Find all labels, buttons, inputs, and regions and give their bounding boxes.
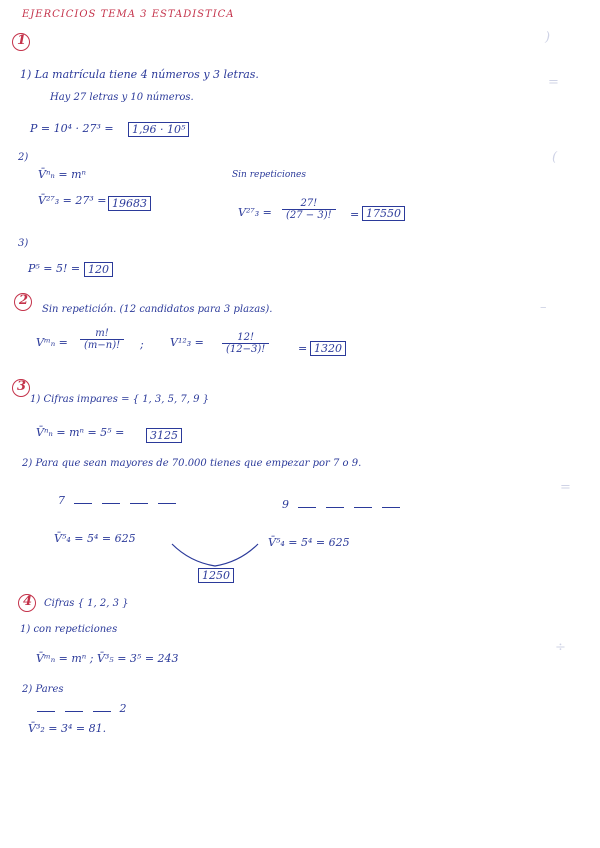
ex1-part-a-text: 1) La matrícula tiene 4 números y 3 letras. [20, 68, 259, 81]
ex1-vr-general: V̄ⁿₙ = mⁿ [38, 168, 86, 181]
ex1-v-fraction [282, 198, 336, 221]
bleed-through-mark: ) [545, 30, 551, 45]
ex2-v-denominator: (m−n)! [84, 340, 121, 351]
ex1-part-b-label: 2) [18, 152, 29, 163]
ex3-right-first-digit: 9 [282, 498, 289, 511]
ex1-part-c-formula: P⁵ = 5! = [28, 262, 81, 275]
bleed-through-mark: ( [552, 150, 558, 165]
ex2-result-box: 1320 [310, 341, 346, 356]
page-title: EJERCICIOS TEMA 3 ESTADISTICA [22, 9, 235, 20]
exercise-3-number: 3 [17, 379, 27, 394]
ex3-left-first-digit: 7 [58, 494, 65, 507]
ex2-separator: ; [140, 338, 144, 351]
ex3-part-b-text: 2) Para que sean mayores de 70.000 tienes que empezar por 7 o 9. [22, 458, 362, 469]
ex4-part-b-text: 2) Pares [22, 684, 64, 695]
ex2-v-fraction [80, 328, 124, 351]
exercise-1-number: 1 [17, 33, 27, 48]
equals-sign: = [298, 342, 308, 355]
ex4-last-digit: 2 [119, 702, 127, 715]
ex1-part-c-result-box: 120 [84, 262, 113, 277]
ex1-vr-formula: V̄²⁷₃ = 27³ = [38, 194, 107, 207]
ex1-result-box: 1,96 · 10⁵ [128, 122, 189, 137]
ex3-left-formula: V̄⁵₄ = 5⁴ = 625 [54, 532, 136, 545]
ex3-right-formula: V̄⁵₄ = 5⁴ = 625 [268, 536, 350, 549]
bleed-through-mark: ÷ [555, 640, 566, 655]
ex4-part-a-text: 1) con repeticiones [20, 624, 118, 635]
ex3-part-a-formula: V̄ⁿₙ = mⁿ = 5⁵ = [36, 426, 125, 439]
ex3-left-blanks [58, 494, 181, 507]
ex1-formula: P = 10⁴ · 27³ = [30, 122, 114, 135]
ex1-v-denominator: (27 − 3)! [286, 210, 332, 221]
bleed-through-mark: = [560, 480, 571, 495]
ex2-v2-left: V¹²₃ = [170, 336, 204, 349]
ex1-sin-rep-label: Sin repeticiones [232, 170, 306, 180]
ex3-right-blanks [282, 498, 405, 511]
ex4-part-b-formula: V̄³₂ = 3⁴ = 81. [28, 722, 107, 735]
ex2-text: Sin repetición. (12 candidatos para 3 plazas). [42, 304, 273, 315]
bleed-through-mark: = [548, 75, 559, 90]
ex3-part-a-result-box: 3125 [146, 428, 182, 443]
ex1-v-result-box: 17550 [362, 206, 405, 221]
ex1-part-c-label: 3) [18, 238, 29, 249]
equals-sign: = [350, 208, 360, 221]
ex1-v-left: V²⁷₃ = [238, 206, 272, 219]
ex3-part-a-text: 1) Cifras impares = { 1, 3, 5, 7, 9 } [30, 394, 209, 405]
ex4-text: Cifras { 1, 2, 3 } [44, 598, 129, 609]
ex4-blanks [32, 702, 127, 715]
bleed-through-mark: – [540, 300, 547, 315]
ex2-v-numerator: m! [80, 328, 124, 340]
ex1-vr-result-box: 19683 [108, 196, 151, 211]
ex4-part-a-formula: V̄ᵐₙ = mⁿ ; V̄³₅ = 3⁵ = 243 [36, 652, 179, 665]
ex1-v-numerator: 27! [282, 198, 336, 210]
ex1-part-a-text2: Hay 27 letras y 10 números. [50, 92, 194, 103]
ex2-v-left: Vᵐₙ = [36, 336, 68, 349]
exercise-4-number: 4 [23, 594, 33, 609]
ex2-v2-denominator: (12−3)! [226, 344, 266, 355]
exercise-2-number: 2 [19, 293, 29, 308]
ex2-v2-fraction [222, 332, 269, 355]
ex2-v2-numerator: 12! [222, 332, 269, 344]
ex3-result-box: 1250 [198, 568, 234, 583]
